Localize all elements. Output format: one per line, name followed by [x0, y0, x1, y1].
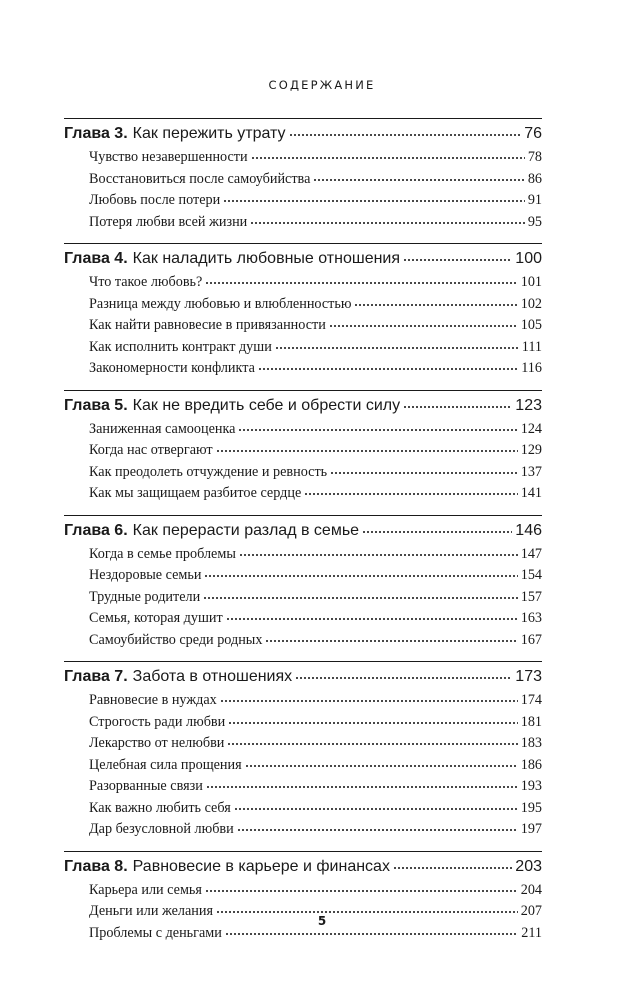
- section-entry[interactable]: [64, 821, 542, 843]
- chapter-title: Забота в отношениях: [132, 668, 293, 685]
- dot-leader: [403, 405, 512, 409]
- page-header: СОДЕРЖАНИЕ: [268, 78, 376, 92]
- dot-leader: [329, 324, 518, 328]
- section-page-number: 102: [520, 295, 542, 312]
- section-entry[interactable]: [64, 339, 542, 361]
- chapter-page-number: 76: [524, 125, 542, 142]
- section-page-number: 111: [521, 338, 542, 355]
- section-page-number: 181: [520, 713, 542, 730]
- dot-leader: [238, 428, 517, 432]
- dot-leader: [251, 156, 525, 160]
- section-page-number: 163: [520, 610, 542, 626]
- section-title: Деньги или желания: [89, 903, 213, 919]
- dot-leader: [206, 785, 518, 789]
- section-page-number: 207: [520, 903, 542, 919]
- section-page-number: 137: [520, 463, 542, 480]
- chapter-title: Как наладить любовные отношения: [132, 250, 401, 267]
- section-page-number: 95: [527, 213, 542, 230]
- dot-leader: [289, 133, 522, 137]
- chapter-entry[interactable]: [64, 668, 542, 692]
- section-entry[interactable]: [64, 632, 542, 654]
- dot-leader: [205, 281, 517, 285]
- chapter-label: [64, 397, 400, 415]
- section-title: Любовь после потери: [89, 192, 221, 208]
- section-title: Как мы защищаем разбитое сердце: [89, 485, 302, 501]
- dot-leader: [228, 721, 518, 725]
- chapter-page-number: 100: [515, 250, 542, 267]
- section-list: [64, 692, 542, 843]
- section-list: [64, 274, 542, 382]
- section-page-number: 193: [520, 778, 542, 794]
- dot-leader: [203, 596, 518, 600]
- dot-leader: [220, 699, 518, 703]
- chapter-block: [64, 515, 542, 654]
- section-page-number: 183: [520, 735, 542, 751]
- section-title: Когда нас отвергают: [89, 442, 213, 458]
- section-entry[interactable]: [64, 485, 542, 507]
- section-title: Семья, которая душит: [89, 610, 223, 626]
- section-page-number: 124: [520, 420, 542, 437]
- section-page-number: 197: [520, 821, 542, 837]
- dot-leader: [275, 346, 519, 350]
- page-number: 5: [317, 914, 327, 928]
- dot-leader: [205, 889, 518, 893]
- chapter-number: Глава 3.: [64, 125, 128, 142]
- section-list: [64, 149, 542, 235]
- dot-leader: [204, 574, 517, 578]
- chapter-entry[interactable]: [64, 250, 542, 274]
- section-title: Самоубийство среди родных: [89, 631, 263, 648]
- chapter-page-number: 203: [515, 857, 542, 875]
- chapter-title: Как не вредить себе и обрести силу: [132, 396, 401, 414]
- section-title: Карьера или семья: [89, 881, 202, 898]
- section-page-number: 186: [520, 756, 542, 773]
- section-title: Дар безусловной любви: [89, 821, 234, 837]
- chapter-title: Как пережить утрату: [132, 125, 286, 142]
- section-page-number: 86: [527, 170, 542, 187]
- section-title: Восстановиться после самоубийства: [89, 170, 311, 187]
- section-page-number: 154: [520, 567, 542, 583]
- section-entry[interactable]: [64, 442, 542, 464]
- dot-leader: [330, 471, 518, 475]
- chapter-entry[interactable]: [64, 522, 542, 546]
- dot-leader: [313, 178, 524, 182]
- chapter-block: [64, 118, 542, 235]
- chapter-label: [64, 522, 359, 540]
- section-page-number: 211: [521, 924, 542, 941]
- section-page-number: 141: [520, 485, 542, 501]
- section-title: Равновесие в нуждах: [89, 692, 217, 708]
- chapter-entry[interactable]: [64, 858, 542, 882]
- dot-leader: [295, 676, 512, 680]
- section-entry[interactable]: [64, 360, 542, 382]
- section-entry[interactable]: [64, 778, 542, 800]
- section-page-number: 157: [520, 588, 542, 605]
- dot-leader: [216, 449, 518, 453]
- section-title: Строгость ради любви: [89, 713, 226, 730]
- section-page-number: 105: [520, 317, 542, 333]
- section-entry[interactable]: [64, 735, 542, 757]
- dot-leader: [239, 553, 518, 557]
- section-list: [64, 546, 542, 654]
- chapter-label: [64, 668, 292, 686]
- chapter-label: [64, 250, 400, 268]
- section-title: Как преодолеть отчуждение и ревность: [89, 463, 328, 480]
- section-page-number: 174: [520, 692, 542, 708]
- section-entry[interactable]: [64, 546, 542, 568]
- chapter-number: Глава 6.: [64, 521, 128, 539]
- dot-leader: [403, 258, 512, 262]
- section-page-number: 167: [520, 631, 542, 648]
- dot-leader: [354, 303, 517, 307]
- section-title: Проблемы с деньгами: [89, 924, 222, 941]
- section-title: Когда в семье проблемы: [89, 545, 236, 562]
- section-title: Как исполнить контракт души: [89, 338, 272, 355]
- section-entry[interactable]: [64, 714, 542, 736]
- section-title: Закономерности конфликта: [89, 360, 255, 376]
- section-entry[interactable]: [64, 567, 542, 589]
- section-page-number: 195: [520, 799, 542, 816]
- chapter-block: [64, 851, 542, 947]
- chapter-title: Как перерасти разлад в семье: [132, 521, 360, 539]
- dot-leader: [237, 828, 518, 832]
- section-entry[interactable]: [64, 800, 542, 822]
- section-page-number: 204: [520, 881, 542, 898]
- section-entry[interactable]: [64, 274, 542, 296]
- section-entry[interactable]: [64, 610, 542, 632]
- chapter-entry[interactable]: [64, 397, 542, 421]
- section-title: Что такое любовь?: [89, 274, 203, 290]
- section-entry[interactable]: [64, 192, 542, 214]
- chapter-block: [64, 390, 542, 507]
- section-page-number: 78: [527, 149, 542, 165]
- dot-leader: [362, 530, 512, 534]
- section-entry[interactable]: [64, 589, 542, 611]
- section-entry[interactable]: [64, 296, 542, 318]
- chapter-page-number: 146: [515, 521, 542, 539]
- section-page-number: 129: [520, 442, 542, 458]
- chapter-page-number: 123: [515, 396, 542, 414]
- chapter-number: Глава 8.: [64, 857, 128, 875]
- section-list: [64, 421, 542, 507]
- chapter-block: [64, 661, 542, 843]
- dot-leader: [393, 866, 512, 870]
- section-title: Как найти равновесие в привязанности: [89, 317, 326, 333]
- section-title: Лекарство от нелюбви: [89, 735, 225, 751]
- section-entry[interactable]: [64, 464, 542, 486]
- dot-leader: [234, 807, 518, 811]
- section-title: Заниженная самооценка: [89, 420, 236, 437]
- chapter-block: [64, 243, 542, 382]
- section-title: Целебная сила прощения: [89, 756, 242, 773]
- section-entry[interactable]: [64, 692, 542, 714]
- chapter-label: [64, 125, 286, 143]
- dot-leader: [226, 617, 518, 621]
- chapter-entry[interactable]: [64, 125, 542, 149]
- chapter-title: Равновесие в карьере и финансах: [132, 857, 390, 875]
- dot-leader: [245, 764, 518, 768]
- chapter-label: [64, 858, 390, 876]
- dot-leader: [250, 221, 525, 225]
- dot-leader: [265, 639, 517, 643]
- dot-leader: [304, 492, 517, 496]
- section-title: Разница между любовью и влюбленностью: [89, 295, 352, 312]
- section-page-number: 91: [527, 192, 542, 208]
- section-title: Чувство незавершенности: [89, 149, 248, 165]
- section-page-number: 101: [520, 274, 542, 290]
- section-title: Разорванные связи: [89, 778, 203, 794]
- chapter-page-number: 173: [515, 668, 542, 685]
- dot-leader: [225, 932, 518, 936]
- section-page-number: 116: [521, 360, 542, 376]
- section-entry[interactable]: [64, 171, 542, 193]
- section-entry[interactable]: [64, 214, 542, 236]
- section-page-number: 147: [520, 545, 542, 562]
- section-entry[interactable]: [64, 421, 542, 443]
- section-entry[interactable]: [64, 149, 542, 171]
- dot-leader: [227, 742, 517, 746]
- chapter-number: Глава 7.: [64, 668, 128, 685]
- table-of-contents: [64, 118, 542, 954]
- section-entry[interactable]: [64, 757, 542, 779]
- section-entry[interactable]: [64, 882, 542, 904]
- section-title: Трудные родители: [89, 588, 201, 605]
- dot-leader: [223, 199, 525, 203]
- dot-leader: [258, 367, 518, 371]
- chapter-number: Глава 4.: [64, 250, 128, 267]
- section-title: Потеря любви всей жизни: [89, 213, 248, 230]
- section-entry[interactable]: [64, 317, 542, 339]
- section-title: Нездоровые семьи: [89, 567, 202, 583]
- section-title: Как важно любить себя: [89, 799, 231, 816]
- chapter-number: Глава 5.: [64, 396, 128, 414]
